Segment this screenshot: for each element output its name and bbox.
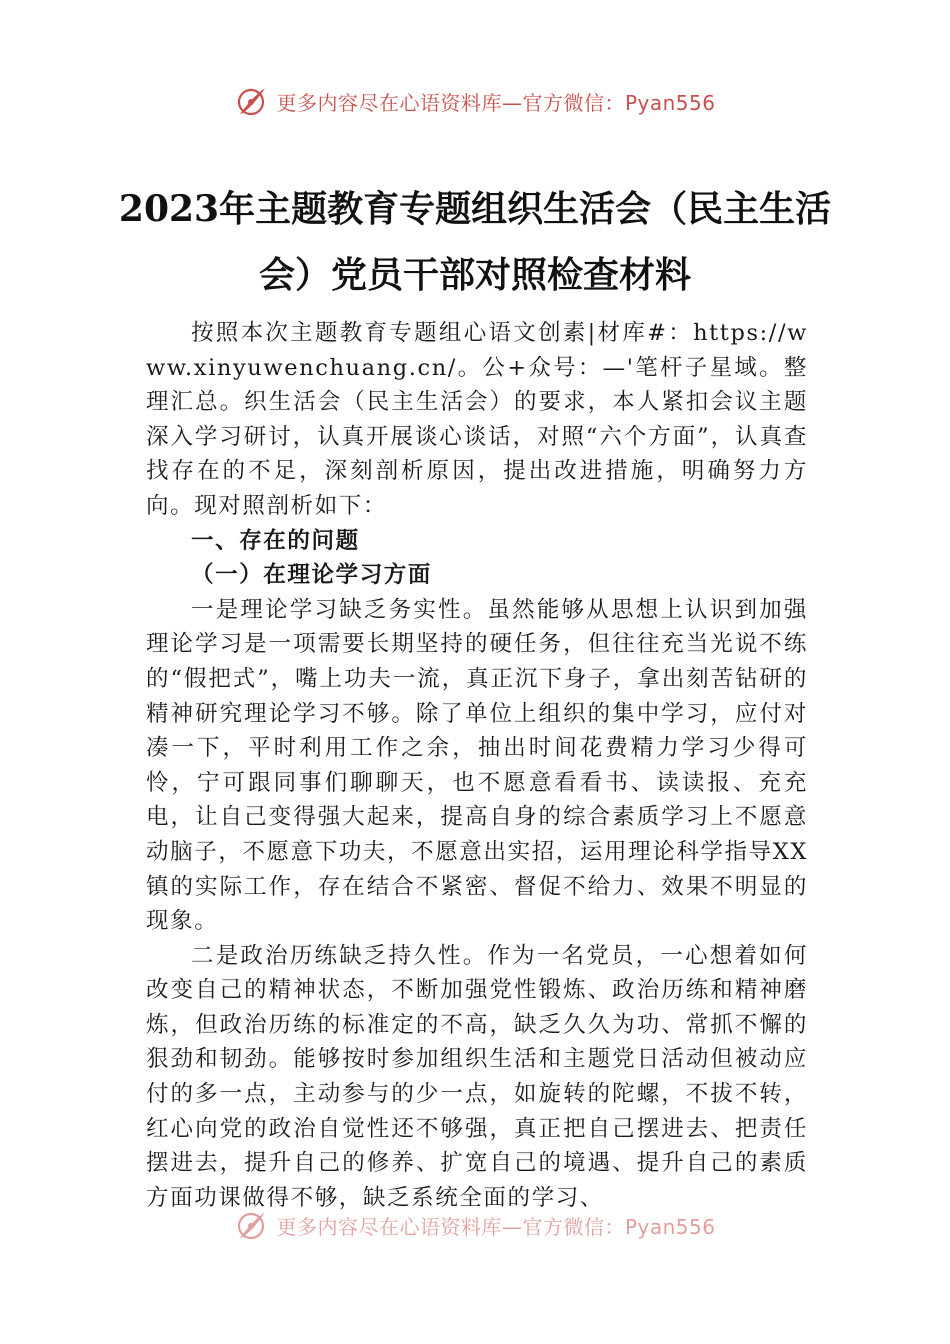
watermark-header bbox=[0, 84, 950, 118]
watermark-text: 更多内容尽在心语资料库—官方微信：Pyan556 bbox=[276, 90, 716, 115]
document-body bbox=[146, 316, 808, 1215]
paragraph-political-training: 二是政治历练缺乏持久性。作为一名党员，一心想着如何改变自己的精神状态，不断加强党性锻炼、政治历练和精神磨炼，但政治历练的标准定的不高，缺乏久久为功、常抓不懈的狠劲和韧劲。能够按时参加组织生活和主题党日活动但被动应付的多一点，主动参与的少一点，如旋转的陀螺，不拔不转，红心向党的政治自觉性还不够强，真正把自己摆进去、把责任摆进去，提升自己的修养、扩宽自己的境遇、提升自己的素质方面功课做得不够，缺乏系统全面的学习、 bbox=[146, 942, 808, 1211]
watermark-text: 更多内容尽在心语资料库—官方微信：Pyan556 bbox=[276, 1214, 716, 1239]
watermark-footer bbox=[0, 1208, 950, 1242]
document-title: 2023年主题教育专题组织生活会（民主生活会）党员干部对照检查材料 bbox=[118, 188, 832, 296]
quill-circle-icon bbox=[234, 84, 268, 118]
paragraph-theory-study: 一是理论学习缺乏务实性。虽然能够从思想上认识到加强理论学习是一项需要长期坚持的硬任务，但往往充当光说不练的“假把式”，嘴上功夫一流，真正沉下身子，拿出刻苦钻研的精神研究理论学习不够。除了单位上组织的集中学习，应付对凑一下，平时利用工作之余，抽出时间花费精力学习少得可怜，宁可跟同事们聊聊天，也不愿意看看书、读读报、充充电，让自己变得强大起来，提高自身的综合素质学习上不愿意动脑子，不愿意下功夫，不愿意出实招，运用理论科学指导XX镇的实际工作，存在结合不紧密、督促不给力、效果不明显的现象。 bbox=[146, 596, 808, 935]
subsection-heading-theory: （一）在理论学习方面 bbox=[191, 562, 433, 589]
quill-circle-icon bbox=[234, 1208, 268, 1242]
section-heading-problems: 一、存在的问题 bbox=[191, 527, 360, 554]
intro-paragraph: 按照本次主题教育专题组心语文创素|材库#：https://www.xinyuwenchuang.cn/。公+众号：—'笔杆子星域。整理汇总。织生活会（民主生活会）的要求，本人紧扣会议主题深入学习研讨，认真开展谈心谈话，对照“六个方面”，认真查找存在的不足，深刻剖析原因，提出改进措施，明确努力方向。现对照剖析如下： bbox=[146, 320, 808, 519]
